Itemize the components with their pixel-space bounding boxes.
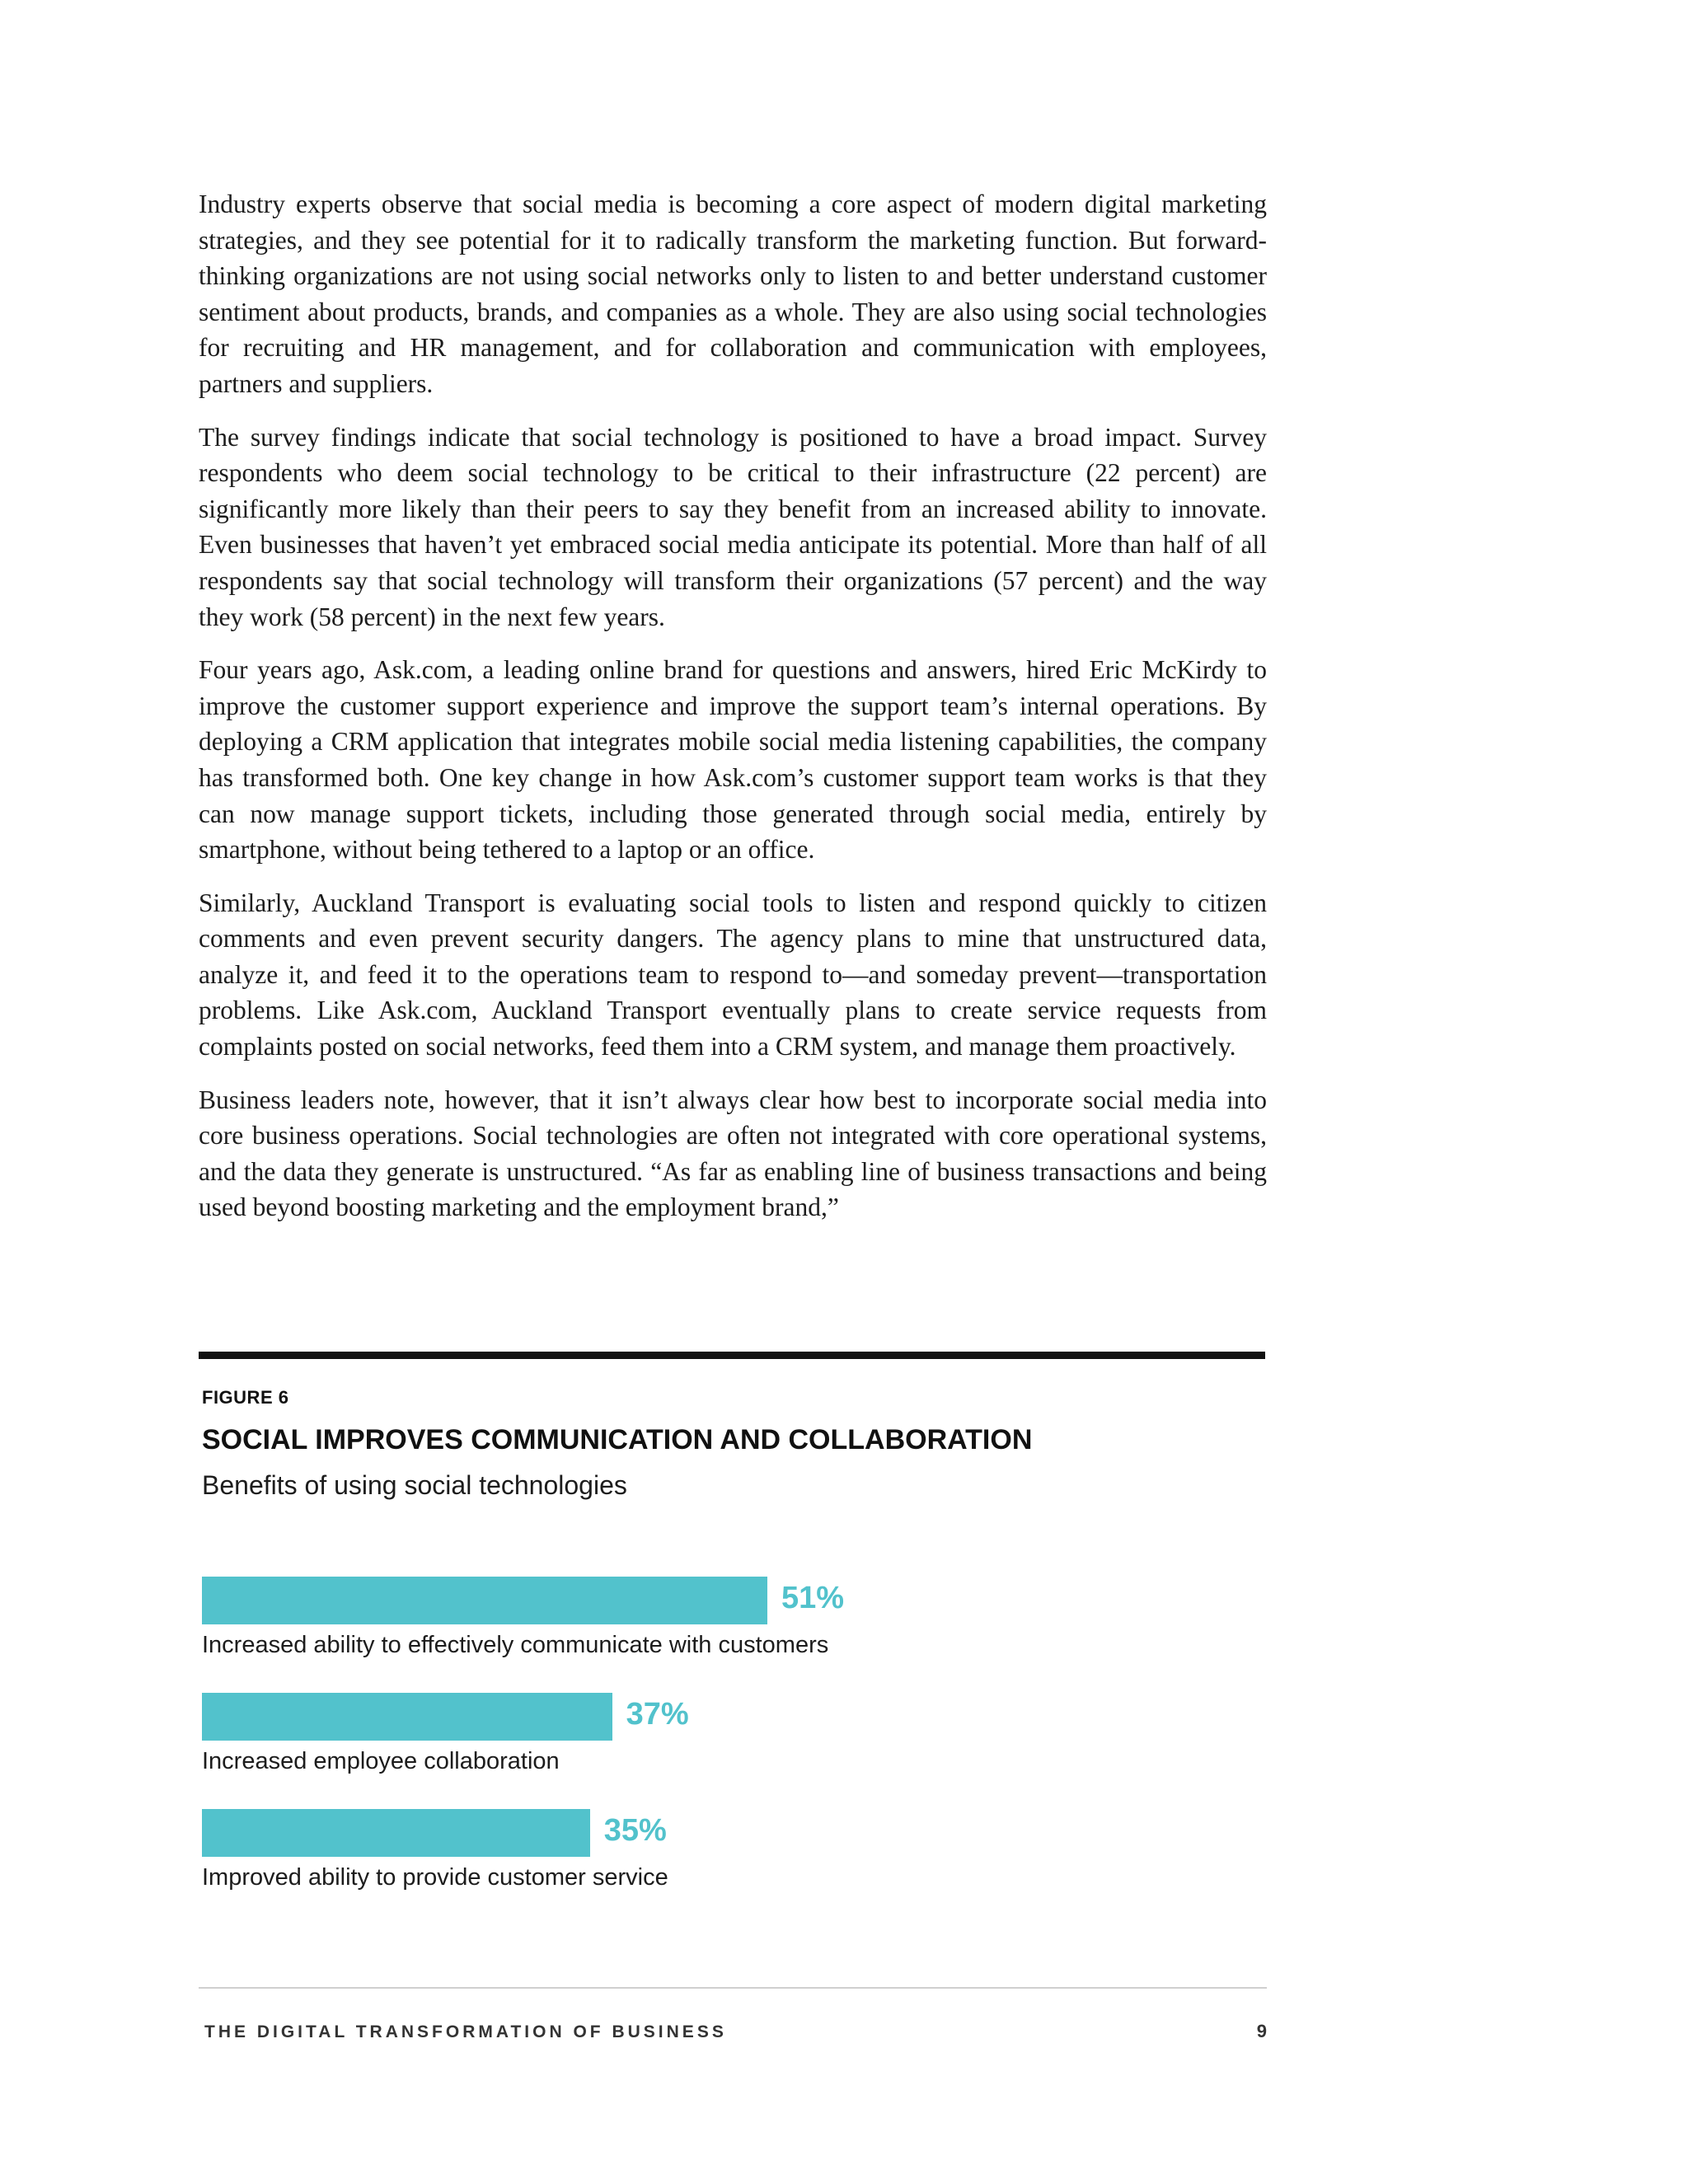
bar xyxy=(202,1577,767,1624)
bar-category-label: Increased ability to effectively communicate with customers xyxy=(202,1632,829,1658)
figure-top-rule xyxy=(199,1352,1265,1359)
footer-title: THE DIGITAL TRANSFORMATION OF BUSINESS xyxy=(204,2022,727,2041)
paragraph-4: Similarly, Auckland Transport is evaluating social tools to listen and respond quickly to citizen comments and even prevent security dangers. The agency plans to mine that unstructured data, analyze it, and feed it to the operations team to respond to—and someday prevent—transportation problems. Like Ask.com, Auckland Transport eventually plans to create service requests from complaints posted on social networks, feed them into a CRM system, and manage them proactively. xyxy=(199,888,1267,1062)
figure-subtitle: Benefits of using social technologies xyxy=(202,1470,627,1500)
page-number: 9 xyxy=(1256,2021,1267,2041)
bar-row xyxy=(202,1798,1265,1889)
bar xyxy=(202,1693,612,1741)
bar-category-label: Improved ability to provide customer service xyxy=(202,1864,668,1891)
paragraph-5: Business leaders note, however, that it isn’t always clear how best to incorporate social media into core business operations. Social technologies are often not integrated with core operational systems, and the data they generate is unstructured. “As far as enabling line of business transactions and being used beyond boosting marketing and the employment brand,” xyxy=(199,1085,1267,1222)
figure-title: SOCIAL IMPROVES COMMUNICATION AND COLLABORATION xyxy=(202,1424,1033,1455)
bar-value-label: 37% xyxy=(626,1697,689,1732)
paragraph-1: Industry experts observe that social media is becoming a core aspect of modern digital marketing strategies, and they see potential for it to radically transform the marketing function. But forward-thinking organizations are not using social networks only to listen to and better understand customer sentiment about products, brands, and companies as a whole. They are also using social technologies for recruiting and HR management, and for collaboration and communication with employees, partners and suppliers. xyxy=(199,190,1267,398)
bar-value-label: 35% xyxy=(603,1813,667,1848)
figure-label: FIGURE 6 xyxy=(202,1387,289,1408)
body-text xyxy=(199,186,1267,1243)
bar-chart xyxy=(202,1566,1265,1912)
paragraph-3: Four years ago, Ask.com, a leading online brand for questions and answers, hired Eric McKirdy to improve the customer support experience and improve the support team’s internal operations. By deploying a CRM application that integrates mobile social media listening capabilities, the company has transformed both. One key change in how Ask.com’s customer support team works is that they can now manage support tickets, including those generated through social media, entirely by smartphone, without being tethered to a laptop or an office. xyxy=(199,655,1267,865)
bar-row xyxy=(202,1682,1265,1773)
paragraph-2: The survey findings indicate that social technology is positioned to have a broad impact. Survey respondents who deem social technology to be critical to their infrastructure (22 percent) are significantly more likely than their peers to say they benefit from an increased ability to innovate. Even businesses that haven’t yet embraced social media anticipate its potential. More than half of all respondents say that social technology will transform their organizations (57 percent) and the way they work (58 percent) in the next few years. xyxy=(199,422,1267,631)
bar-category-label: Increased employee collaboration xyxy=(202,1748,560,1774)
bar-value-label: 51% xyxy=(781,1581,844,1615)
footer-rule xyxy=(199,1987,1267,1989)
bar-row xyxy=(202,1566,1265,1657)
bar xyxy=(202,1809,590,1857)
